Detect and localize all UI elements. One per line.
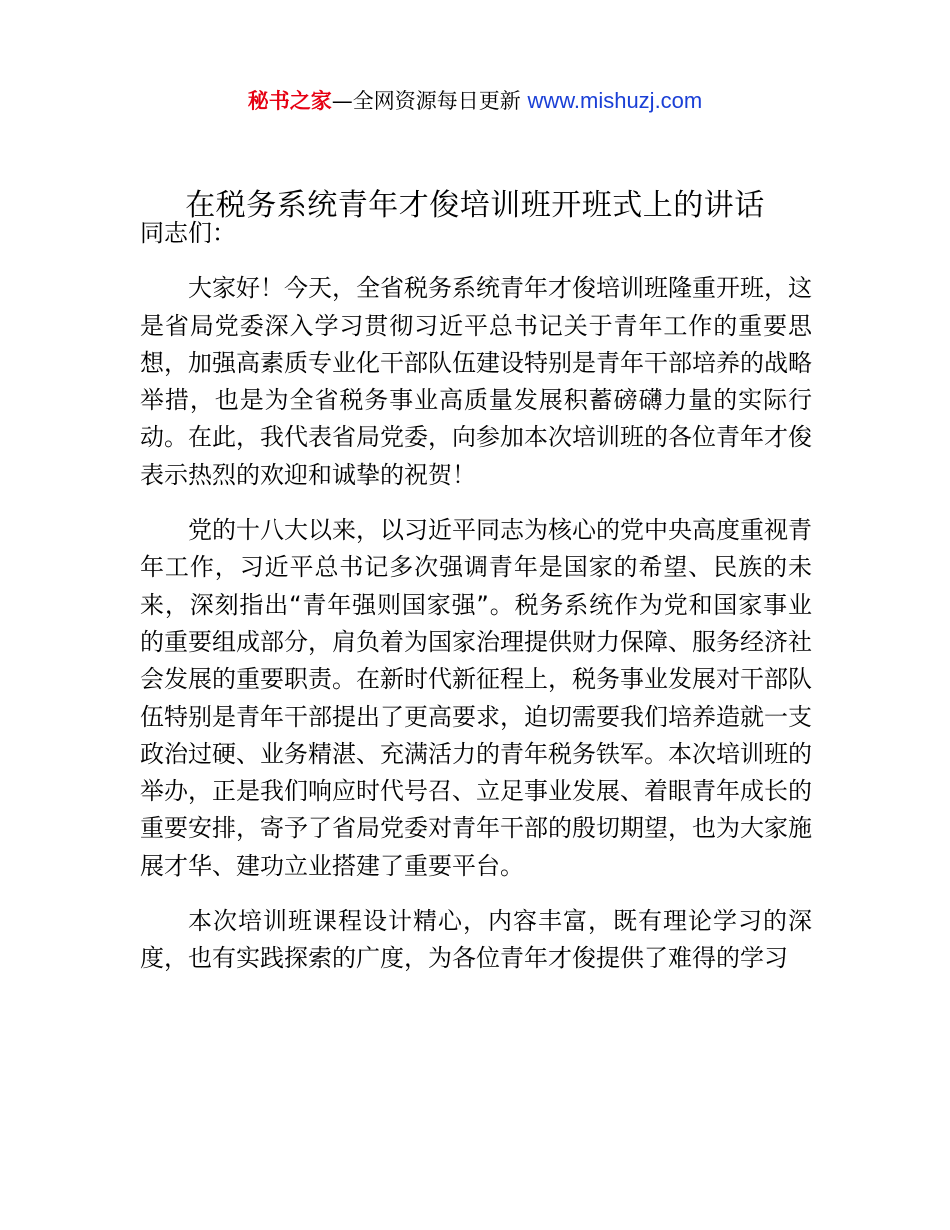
paragraph-1: 大家好！今天，全省税务系统青年才俊培训班隆重开班，这是省局党委深入学习贯彻习近平总书记关于青年工作的重要思想，加强高素质专业化干部队伍建设特别是青年干部培养的战略举措，也是为全省税务事业高质量发展积蓄磅礴力量的实际行动。在此，我代表省局党委，向参加本次培训班的各位青年才俊表示热烈的欢迎和诚挚的祝贺！: [140, 274, 812, 489]
paragraph-3: 本次培训班课程设计精心，内容丰富，既有理论学习的深度，也有实践探索的广度，为各位青年才俊提供了难得的学习: [140, 907, 812, 973]
salutation: 同志们：: [140, 219, 236, 247]
brand-name: 秘书之家: [247, 89, 332, 113]
document-title: 在税务系统青年才俊培训班开班式上的讲话: [185, 188, 765, 223]
paragraph-2: 党的十八大以来，以习近平同志为核心的党中央高度重视青年工作，习近平总书记多次强调青年是国家的希望、民族的未来，深刻指出“青年强则国家强”。税务系统作为党和国家事业的重要组成部分，肩负着为国家治理提供财力保障、服务经济社会发展的重要职责。在新时代新征程上，税务事业发展对干部队伍特别是青年干部提出了更高要求，迫切需要我们培养造就一支政治过硬、业务精湛、充满活力的青年税务铁军。本次培训班的举办，正是我们响应时代号召、立足事业发展、着眼青年成长的重要安排，寄予了省局党委对青年干部的殷切期望，也为大家施展才华、建功立业搭建了重要平台。: [140, 516, 812, 880]
site-header: [0, 86, 950, 116]
document-body: [140, 213, 812, 978]
site-url-link[interactable]: www.mishuzj.com: [527, 88, 703, 113]
header-slogan: —全网资源每日更新: [331, 89, 528, 113]
